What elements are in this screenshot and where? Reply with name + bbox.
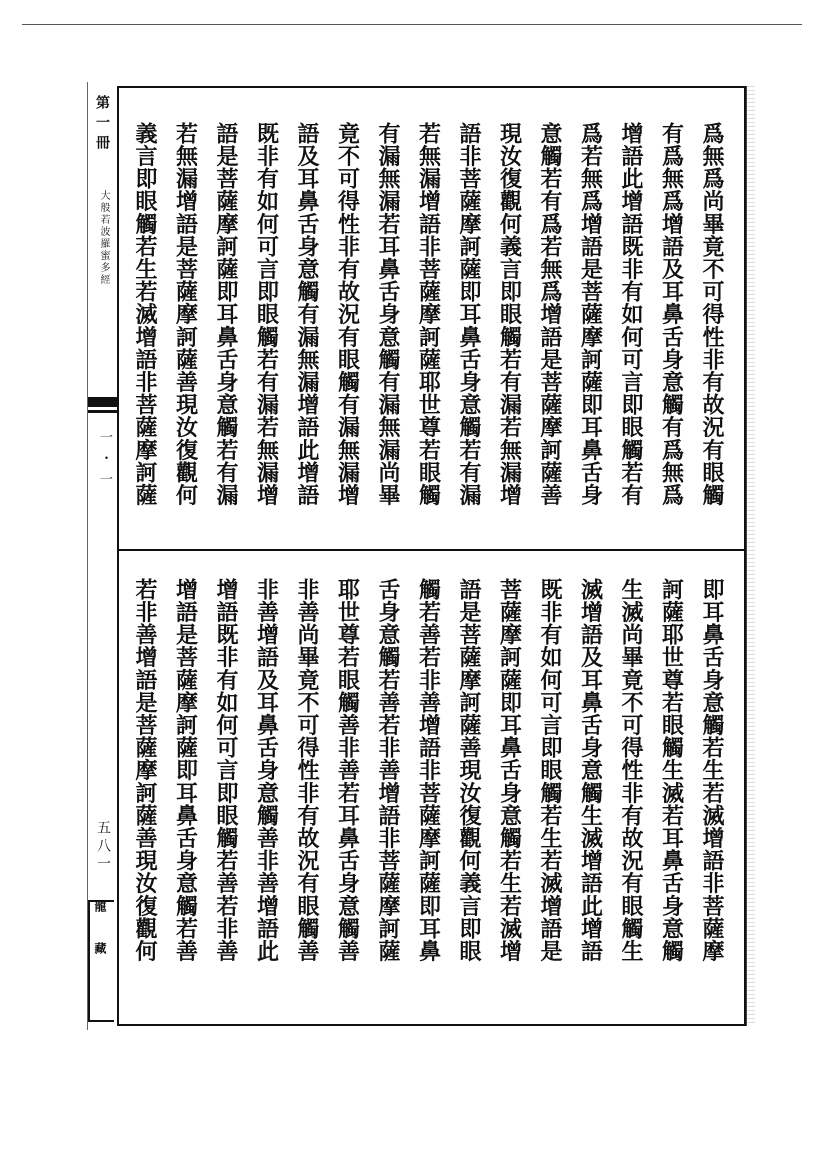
text-column: 增語此增語既非有如何可言即眼觸若有 [618,122,644,507]
text-column: 意觸若有爲若無爲增語是菩薩摩訶薩善 [537,122,563,507]
text-column: 爲若無爲增語是菩薩摩訶薩即耳鼻舌身 [577,122,604,507]
folio-label: 一・一 [97,430,112,493]
sutra-title: 大般若波羅蜜多經 [98,190,109,286]
text-column: 生滅尚畢竟不可得性非有故況有眼觸生 [618,578,644,963]
middle-divider [117,549,746,551]
text-column: 即耳鼻舌身意觸若生若滅增語非菩薩摩 [699,578,725,963]
text-column: 觸若善若非善增語非菩薩摩訶薩即耳鼻 [415,578,442,963]
text-column: 義言即眼觸若生若滅增語非菩薩摩訶薩 [132,122,158,507]
text-column: 增語既非有如何可言即眼觸若善若非善 [213,578,239,963]
text-column: 訶薩耶世尊若眼觸生滅若耳鼻舌身意觸 [658,578,685,963]
text-column: 增語是菩薩摩訶薩即耳鼻舌身意觸若善 [172,578,199,963]
text-column: 若無漏增語非菩薩摩訶薩耶世尊若眼觸 [415,122,442,507]
text-column: 語非菩薩摩訶薩即耳鼻舌身意觸若有漏 [456,122,482,507]
text-column: 既非有如何可言即眼觸若生若滅增語是 [537,578,563,963]
page-edge [746,86,755,1026]
text-column: 菩薩摩訶薩即耳鼻舌身意觸若生若滅增 [496,578,523,963]
text-column: 耶世尊若眼觸善非善若耳鼻舌身意觸善 [334,578,361,963]
margin-black-tick [88,410,118,413]
text-column: 現汝復觀何義言即眼觸若有漏若無漏增 [496,122,523,507]
top-rule [22,24,802,25]
text-column: 有漏無漏若耳鼻舌身意觸有漏無漏尚畢 [375,122,401,507]
page-number: 五八一 [95,820,111,874]
text-column: 語是菩薩摩訶薩善現汝復觀何義言即眼 [456,578,482,963]
margin-black-bar [88,397,118,407]
text-column: 非善增語及耳鼻舌身意觸善非善增語此 [253,578,280,963]
text-column: 有爲無爲增語及耳鼻舌身意觸有爲無爲 [658,122,685,507]
text-column: 語是菩薩摩訶薩即耳鼻舌身意觸若有漏 [213,122,239,507]
collection-label: 龍藏 [93,900,107,984]
text-column: 竟不可得性非有故況有眼觸有漏無漏增 [334,122,361,507]
text-column: 若非善增語是菩薩摩訶薩善現汝復觀何 [132,578,158,963]
margin-line [87,82,88,1030]
text-column: 若無漏增語是菩薩摩訶薩善現汝復觀何 [172,122,199,507]
text-column: 語及耳鼻舌身意觸有漏無漏增語此增語 [294,122,320,507]
text-column: 滅增語及耳鼻舌身意觸生滅增語此增語 [577,578,604,963]
text-column: 舌身意觸若善若非善增語非菩薩摩訶薩 [375,578,401,963]
text-column: 既非有如何可言即眼觸若有漏若無漏增 [253,122,280,507]
text-column: 爲無爲尚畢竟不可得性非有故況有眼觸 [699,122,725,507]
text-column: 非善尚畢竟不可得性非有故況有眼觸善 [294,578,320,963]
volume-label: 第一冊 [94,95,110,155]
